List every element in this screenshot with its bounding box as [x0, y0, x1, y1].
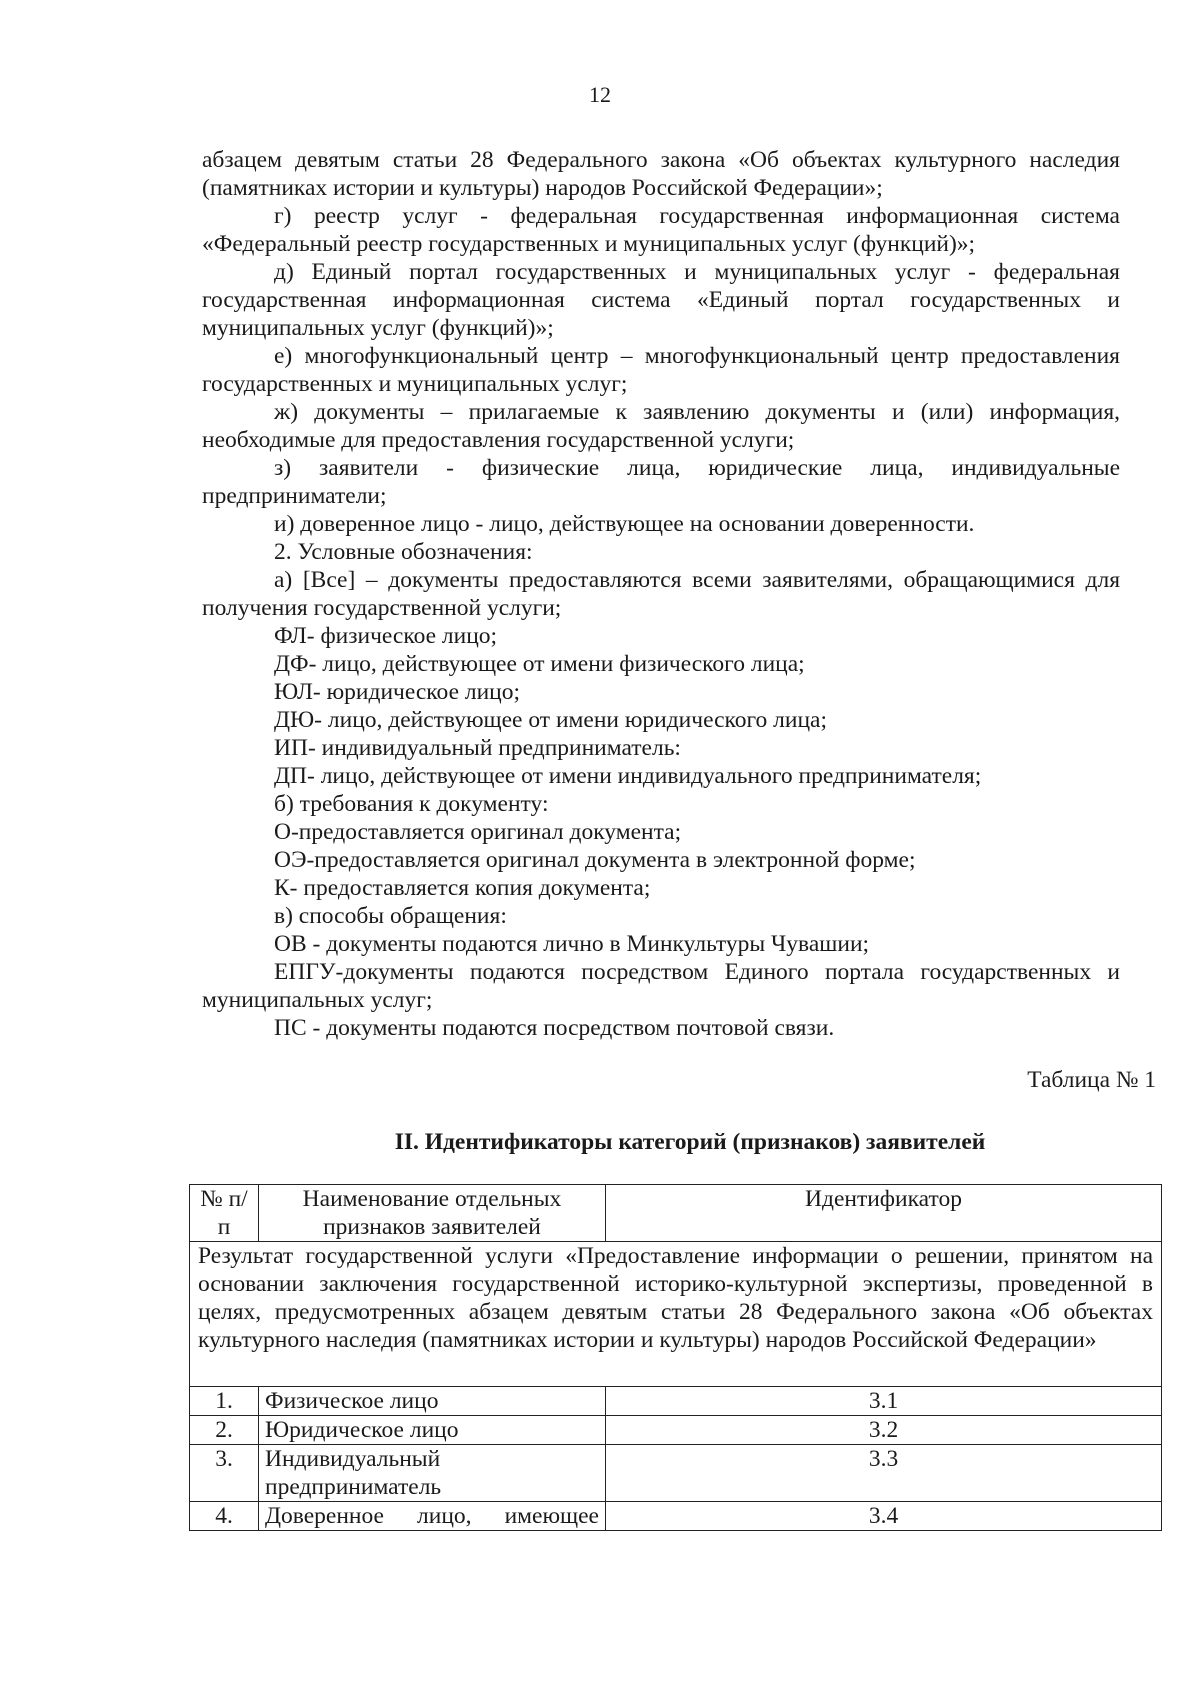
- row-identifier: 3.2: [606, 1416, 1162, 1445]
- table-row: [190, 1502, 1162, 1531]
- row-num: 1.: [190, 1387, 259, 1416]
- row-name: Физическое лицо: [259, 1387, 606, 1416]
- paragraph: б) требования к документу:: [274, 791, 549, 817]
- table-row: [190, 1416, 1162, 1445]
- paragraph: К- предоставляется копия документа;: [274, 875, 651, 901]
- paragraph: ЮЛ- юридическое лицо;: [274, 679, 521, 705]
- row-identifier: 3.3: [606, 1445, 1162, 1502]
- page-number: 12: [589, 82, 611, 107]
- paragraph: ФЛ- физическое лицо;: [274, 623, 498, 649]
- section-title-text: II. Идентификаторы категорий (признаков) заявителей: [394, 1129, 986, 1155]
- paragraph: з) заявители - физические лица, юридические лица, индивидуальные предприниматели;: [202, 455, 1120, 509]
- paragraph: ДФ- лицо, действующее от имени физического лица;: [274, 651, 805, 677]
- paragraph: О-предоставляется оригинал документа;: [274, 819, 682, 845]
- row-num: 2.: [190, 1416, 259, 1445]
- paragraph: ОВ - документы подаются лично в Минкультуры Чувашии;: [274, 931, 870, 957]
- paragraph: абзацем девятым статьи 28 Федерального закона «Об объектах культурного наследия (памятниках истории и культуры) народов Российской Федерации»;: [202, 147, 1120, 201]
- paragraph: ИП- индивидуальный предприниматель:: [274, 735, 681, 761]
- paragraph: г) реестр услуг - федеральная государственная информационная система «Федеральный реестр государственных и муниципальных услуг (функций)»;: [202, 203, 1120, 257]
- table-header-row: [190, 1185, 1162, 1242]
- identifiers-table: [189, 1184, 1162, 1531]
- row-num: 4.: [190, 1502, 259, 1531]
- row-identifier: 3.4: [606, 1502, 1162, 1531]
- table-row: [190, 1445, 1162, 1502]
- paragraph: ОЭ-предоставляется оригинал документа в электронной форме;: [274, 847, 916, 873]
- paragraph: ж) документы – прилагаемые к заявлению документы и (или) информация, необходимые для предоставления государственной услуги;: [202, 399, 1120, 453]
- paragraph: ЕПГУ-документы подаются посредством Единого портала государственных и муниципальных услуг;: [202, 959, 1120, 1013]
- row-num: 3.: [190, 1445, 259, 1502]
- paragraph: а) [Все] – документы предоставляются всеми заявителями, обращающимися для получения государственной услуги;: [202, 567, 1120, 621]
- row-name: Юридическое лицо: [259, 1416, 606, 1445]
- row-identifier: 3.1: [606, 1387, 1162, 1416]
- section-title: [0, 1129, 1200, 1156]
- table-merged-row: [190, 1242, 1162, 1387]
- paragraph: ДП- лицо, действующее от имени индивидуального предпринимателя;: [274, 763, 982, 789]
- header-name: Наименование отдельных признаков заявителей: [259, 1185, 606, 1242]
- paragraph: ДЮ- лицо, действующее от имени юридического лица;: [274, 707, 828, 733]
- header-num: № п/п: [190, 1185, 259, 1242]
- row-name: Доверенное лицо, имеющее: [259, 1502, 606, 1531]
- paragraph: в) способы обращения:: [274, 903, 507, 929]
- paragraph: д) Единый портал государственных и муниципальных услуг - федеральная государственная информационная система «Единый портал государственных и муниципальных услуг (функций)»;: [202, 259, 1120, 341]
- header-identifier: Идентификатор: [606, 1185, 1162, 1242]
- table-row: [190, 1387, 1162, 1416]
- row-name: Индивидуальный предприниматель: [259, 1445, 606, 1502]
- service-result-cell: Результат государственной услуги «Предоставление информации о решении, принятом на основании заключения государственной историко-культурной экспертизы, проведенной в целях, предусмотренных абзацем девятым статьи 28 Федерального закона «Об объектах культурного наследия (памятниках истории и культуры) народов Российской Федерации»: [190, 1242, 1162, 1387]
- body-text: [202, 146, 1120, 1042]
- paragraph: 2. Условные обозначения:: [274, 539, 533, 565]
- paragraph: ПС - документы подаются посредством почтовой связи.: [274, 1015, 835, 1041]
- table-label: Таблица № 1: [1027, 1067, 1156, 1093]
- paragraph: е) многофункциональный центр – многофункциональный центр предоставления государственных и муниципальных услуг;: [202, 343, 1120, 397]
- paragraph: и) доверенное лицо - лицо, действующее на основании доверенности.: [274, 511, 975, 537]
